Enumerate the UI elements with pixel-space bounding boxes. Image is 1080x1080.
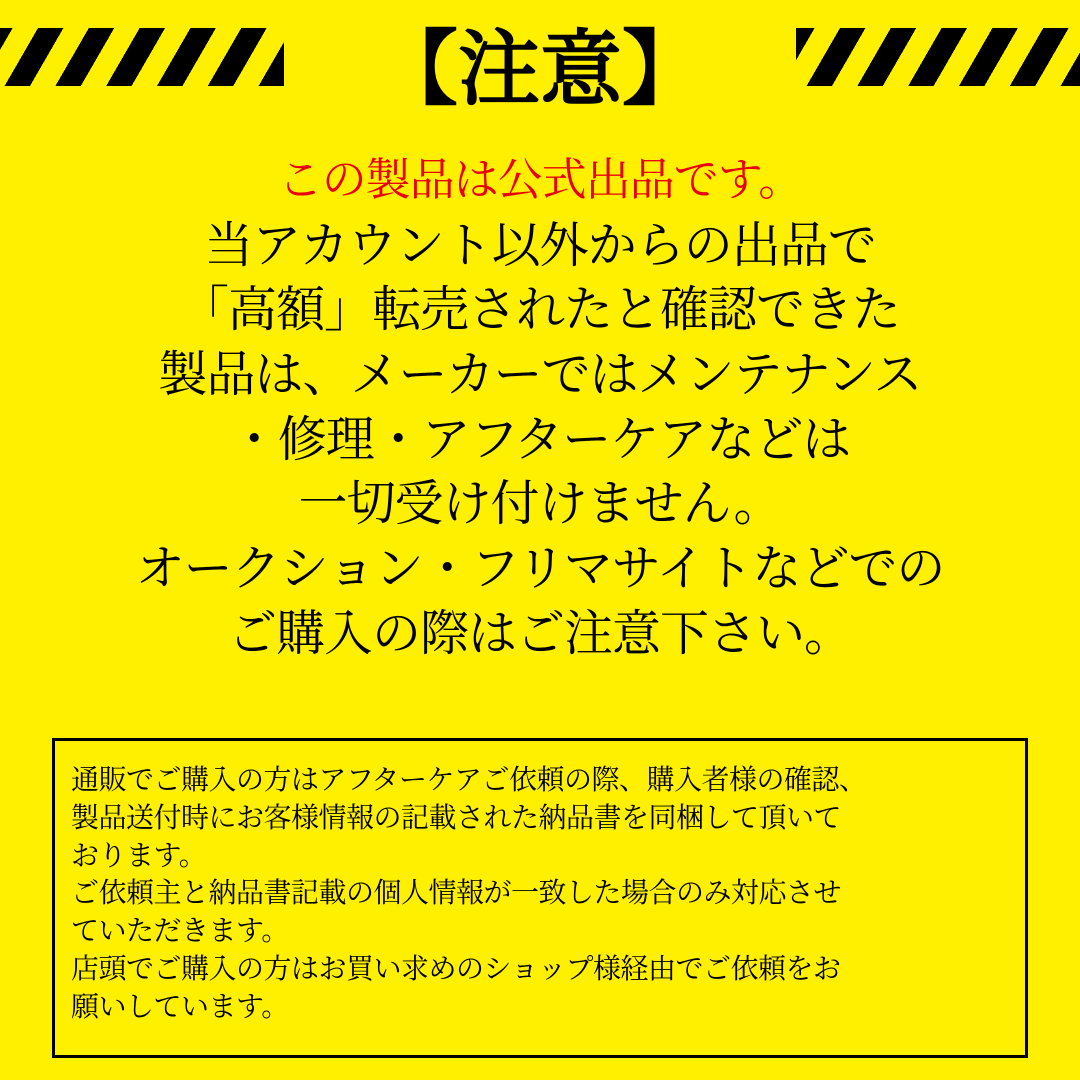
hazard-stripes-left-icon bbox=[0, 28, 284, 86]
notice-line-6: オークション・フリマサイトなどでの bbox=[135, 539, 945, 597]
hazard-stripes-right-icon bbox=[796, 28, 1080, 86]
page-title: 【注意】 bbox=[368, 29, 712, 111]
note-line-3: おります。 bbox=[71, 838, 207, 872]
notice-line-official: この製品は公式出品です。 bbox=[277, 153, 803, 206]
notice-line-5: 一切受け付けません。 bbox=[298, 475, 782, 533]
notice-line-4: ・修理・アフターケアなどは bbox=[229, 410, 851, 468]
note-line-4: ご依頼主と納品書記載の個人情報が一致した場合のみ対応させ bbox=[71, 876, 842, 910]
notice-line-3: 製品は、メーカーではメンテナンス bbox=[158, 345, 922, 403]
note-line-7: 願いしています。 bbox=[71, 989, 289, 1023]
notice-message bbox=[0, 146, 1080, 666]
note-line-5: ていただきます。 bbox=[71, 914, 289, 948]
note-line-2: 製品送付時にお客様情報の記載された納品書を同梱して頂いて bbox=[71, 800, 842, 834]
notice-line-7: ご購入の際はご注意下さい。 bbox=[227, 604, 852, 662]
notice-header bbox=[0, 0, 1080, 140]
notice-line-1: 当アカウント以外からの出品で bbox=[204, 216, 876, 274]
note-line-6: 店頭でご購入の方はお買い求めのショップ様経由でご依頼をお bbox=[71, 951, 841, 985]
notice-line-2: 「高額」転売されたと確認できた bbox=[179, 281, 900, 339]
aftercare-note-box bbox=[52, 738, 1028, 1058]
note-line-1: 通販でご購入の方はアフターケアご依頼の際、購入者様の確認、 bbox=[71, 763, 867, 796]
